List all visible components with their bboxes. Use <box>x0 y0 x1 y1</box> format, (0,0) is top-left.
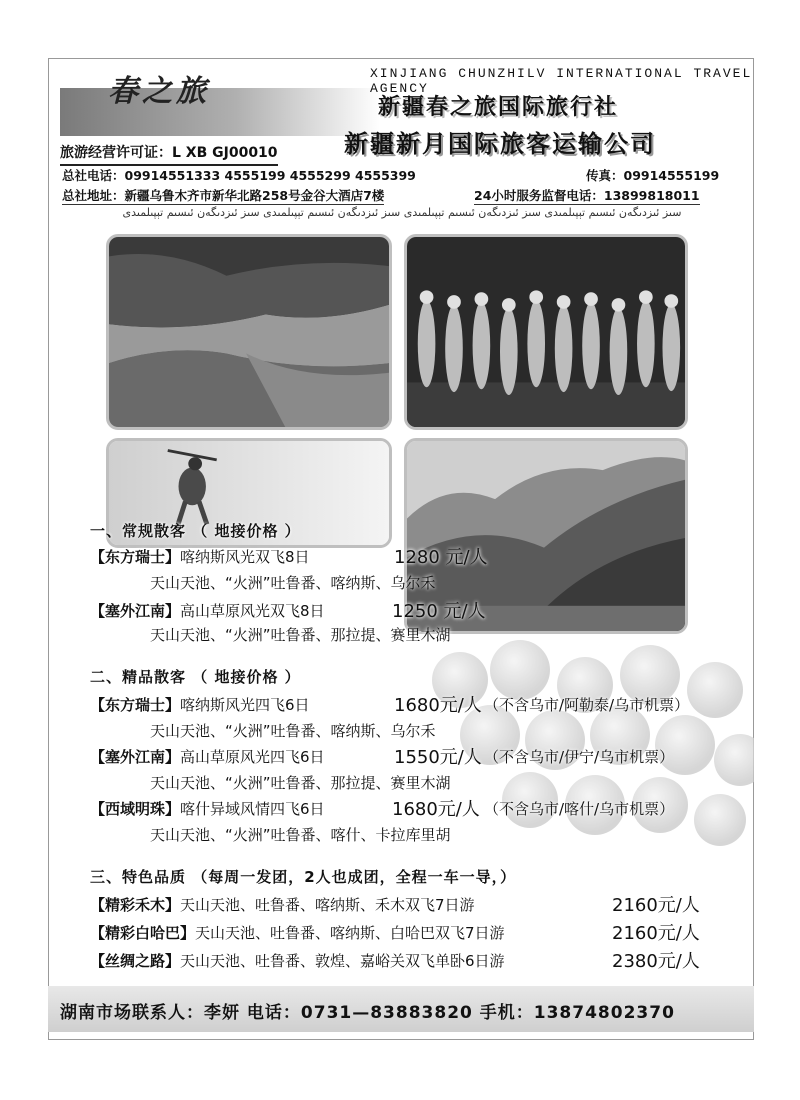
route-sights: 天山天池、“火洲”吐鲁番、那拉提、赛里木湖 <box>150 774 451 792</box>
route-row: 【东方瑞士】喀纳斯风光双飞8日 <box>90 548 310 566</box>
route-row: 【西域明珠】喀什异域风情四飞6日 <box>90 800 325 818</box>
hunan-market-contact: 湖南市场联系人：李妍 电话：0731—83883820 手机：13874802370 <box>60 1003 675 1023</box>
agency-english-name: XINJIANG CHUNZHILV INTERNATIONAL TRAVEL AGENCY <box>370 66 753 96</box>
route-price: 2160元/人 <box>612 923 700 944</box>
route-row: 【东方瑞士】喀纳斯风光四飞6日 <box>90 696 310 714</box>
route-price: 1280 元/人 <box>394 547 488 568</box>
uyghur-text-band: سىز ئىزدىگەن ئىسىم تېپىلمىدى سىز ئىزدىگەن ئىسىم تېپىلمىدى سىز ئىزدىگەن ئىسىم تېپىلمىدى سىز ئىزدىگەن ئىسىم تېپىلمىدى <box>122 206 682 219</box>
route-price: 2380元/人 <box>612 951 700 972</box>
route-row: 【塞外江南】高山草原风光双飞8日 <box>90 602 325 620</box>
head-office-phone: 总社电话：09914551333 4555199 4555299 4555399 <box>62 168 416 183</box>
route-sights: 天山天池、“火洲”吐鲁番、喀纳斯、乌尔禾 <box>150 574 436 592</box>
route-sights: 天山天池、“火洲”吐鲁番、喀纳斯、乌尔禾 <box>150 722 436 740</box>
photo-folk-dancers <box>404 234 688 430</box>
route-price: 1550元/人 <box>394 747 482 768</box>
route-row: 【塞外江南】高山草原风光四飞6日 <box>90 748 325 766</box>
photo-kanas-river <box>106 234 392 430</box>
route-note: （不含乌市/阿勒泰/乌市机票） <box>484 696 690 714</box>
section-title-featured: 三、特色品质 （每周一发团，2人也成团，全程一车一导，） <box>90 868 517 886</box>
route-row: 【精彩白哈巴】天山天池、吐鲁番、喀纳斯、白哈巴双飞7日游 <box>90 924 505 942</box>
head-office-address: 总社地址：新疆乌鲁木齐市新华北路258号金谷大酒店7楼 <box>62 188 385 203</box>
fax-number: 传真：09914555199 <box>586 168 720 183</box>
route-price: 1680元/人 <box>392 799 480 820</box>
route-row: 【精彩禾木】天山天池、吐鲁番、喀纳斯、禾木双飞7日游 <box>90 896 475 914</box>
route-note: （不含乌市/喀什/乌市机票） <box>484 800 675 818</box>
route-note: （不含乌市/伊宁/乌市机票） <box>484 748 675 766</box>
section-title-regular: 一、常规散客 （ 地接价格 ） <box>90 522 301 540</box>
agency-logo: 春之旅 <box>108 74 210 109</box>
route-row: 【丝绸之路】天山天池、吐鲁番、敦煌、嘉峪关双飞单卧6日游 <box>90 952 505 970</box>
route-price: 1250 元/人 <box>392 601 486 622</box>
route-price: 2160元/人 <box>612 895 700 916</box>
license-number: 旅游经营许可证：L XB GJ00010 <box>60 142 278 166</box>
agency-chinese-name: 新疆春之旅国际旅行社 <box>378 95 619 120</box>
section-title-premium: 二、精品散客 （ 地接价格 ） <box>90 668 301 686</box>
service-hotline: 24小时服务监督电话：13899818011 <box>474 188 700 203</box>
route-sights: 天山天池、“火洲”吐鲁番、喀什、卡拉库里胡 <box>150 826 451 844</box>
route-sights: 天山天池、“火洲”吐鲁番、那拉提、赛里木湖 <box>150 626 451 644</box>
transport-company-name: 新疆新月国际旅客运输公司 <box>344 130 656 158</box>
route-price: 1680元/人 <box>394 695 482 716</box>
